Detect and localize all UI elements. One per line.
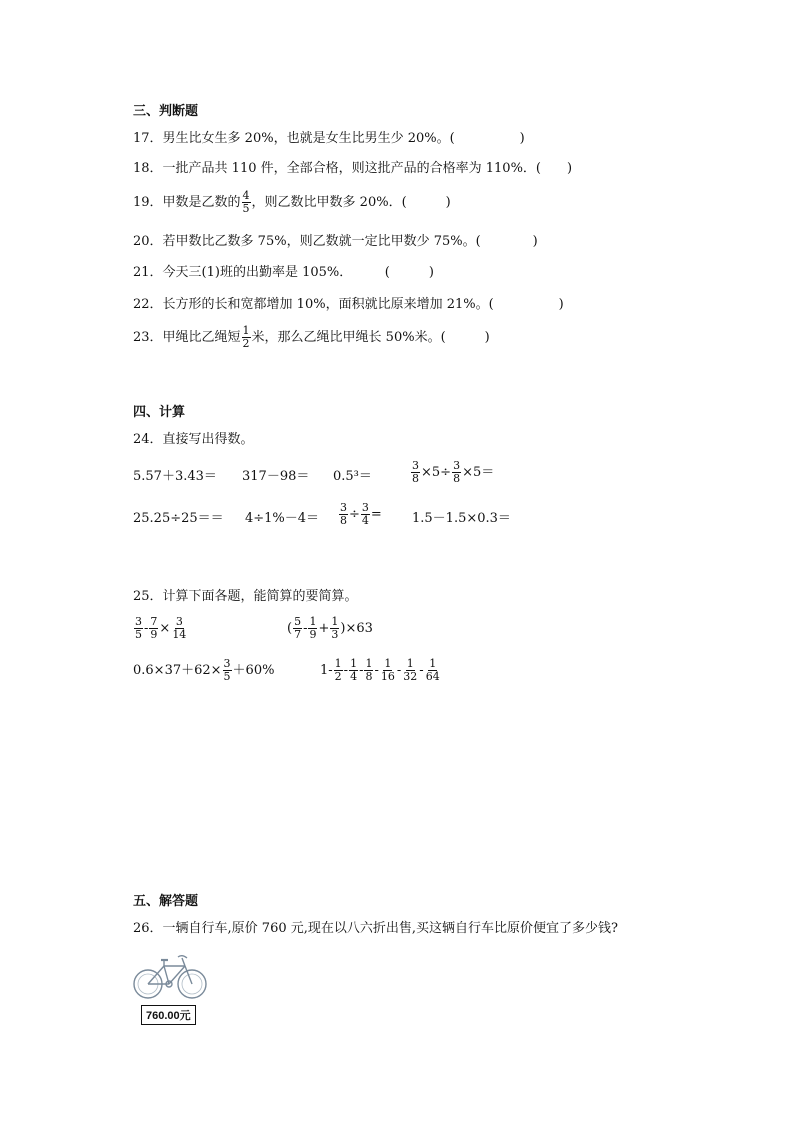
question-21: 21．今天三(1)班的出勤率是 105%． ( ) — [133, 265, 434, 280]
q25-item-c: 0.6×37＋62× $\frac{3}{5}$ ＋60% — [133, 657, 275, 683]
question-22: 22．长方形的长和宽都增加 10%，面积就比原来增加 21%。( ) — [133, 297, 564, 312]
q19-fraction: $\frac{4}{5}$ — [242, 189, 250, 215]
q23-text-pre: 23．甲绳比乙绳短 — [133, 330, 241, 345]
fraction: $\frac{3}{8}$ — [412, 459, 419, 485]
question-24-title: 24．直接写出得数。 — [133, 432, 254, 447]
q24-item-f: 4÷1%－4＝ — [245, 511, 320, 526]
price-tag: 760.00元 — [141, 1005, 196, 1025]
question-23 — [133, 325, 490, 350]
fraction: $\frac{1}{32}$ — [403, 657, 418, 683]
q24-item-a: 5.57＋3.43＝ — [133, 469, 217, 484]
section-title-word-problems: 五、解答题 — [133, 894, 199, 909]
q24-item-b: 317－98＝ — [242, 469, 310, 484]
question-20: 20．若甲数比乙数多 75%，则乙数就一定比甲数少 75%。( ) — [133, 234, 538, 249]
section-title-judgement: 三、判断题 — [133, 104, 199, 119]
fraction: $\frac{1}{3}$ — [331, 615, 339, 641]
q24-item-d: $\frac{3}{8}$ ×5÷ $\frac{3}{8}$ ×5＝ — [412, 459, 495, 485]
q19-text-post: ，则乙数比甲数多 20%．( ) — [251, 195, 451, 210]
fraction: $\frac{3}{4}$ — [361, 501, 369, 527]
fraction: $\frac{1}{8}$ — [365, 657, 373, 683]
q25-item-b: ( $\frac{5}{7}$ - $\frac{1}{9}$ + $\frac{1}{3}$ )×63 — [287, 615, 373, 641]
q23-fraction: $\frac{1}{2}$ — [242, 324, 250, 350]
question-17: 17．男生比女生多 20%，也就是女生比男生少 20%。( ) — [133, 131, 525, 146]
fraction: $\frac{5}{7}$ — [294, 615, 302, 641]
fraction: $\frac{1}{9}$ — [309, 615, 317, 641]
question-26: 26．一辆自行车,原价 760 元,现在以八六折出售,买这辆自行车比原价便宜了多少钱? — [133, 921, 618, 936]
fraction: $\frac{3}{5}$ — [223, 657, 231, 683]
bicycle-icon — [131, 950, 209, 1005]
fraction: $\frac{7}{9}$ — [150, 615, 158, 641]
fraction: $\frac{1}{2}$ — [334, 657, 342, 683]
fraction: $\frac{1}{64}$ — [425, 657, 440, 683]
fraction: $\frac{3}{14}$ — [172, 615, 187, 641]
q24-item-e: 25.25÷25＝＝ — [133, 511, 224, 526]
q24-item-g: $\frac{3}{8}$ ÷ $\frac{3}{4}$ = — [340, 501, 382, 527]
section-title-calculation: 四、计算 — [133, 405, 186, 420]
fraction: $\frac{3}{8}$ — [340, 501, 347, 527]
q24-item-h: 1.5－1.5×0.3＝ — [412, 511, 511, 526]
fraction: $\frac{1}{16}$ — [380, 657, 395, 683]
q23-text-post: 米，那么乙绳比甲绳长 50%米。( ) — [251, 330, 490, 345]
q25-item-a: $\frac{3}{5}$ - $\frac{7}{9}$ × $\frac{3}{14}$ — [135, 615, 187, 641]
fraction: $\frac{3}{5}$ — [135, 615, 142, 641]
question-25-title: 25．计算下面各题，能简算的要简算。 — [133, 589, 358, 604]
question-18: 18．一批产品共 110 件，全部合格，则这批产品的合格率为 110%．( ) — [133, 161, 573, 176]
q25-item-d: 1- $\frac{1}{2}$ - $\frac{1}{4}$ - $\frac{1}{8}$ - $\frac{1}{16}$ - $\frac{1}{32}$ - $\frac{1}{64}$ — [320, 657, 440, 683]
q24-item-c: 0.5³＝ — [333, 469, 372, 484]
fraction: $\frac{1}{4}$ — [350, 657, 358, 683]
question-19 — [133, 190, 451, 215]
q19-text-pre: 19．甲数是乙数的 — [133, 195, 241, 210]
fraction: $\frac{3}{8}$ — [453, 459, 461, 485]
